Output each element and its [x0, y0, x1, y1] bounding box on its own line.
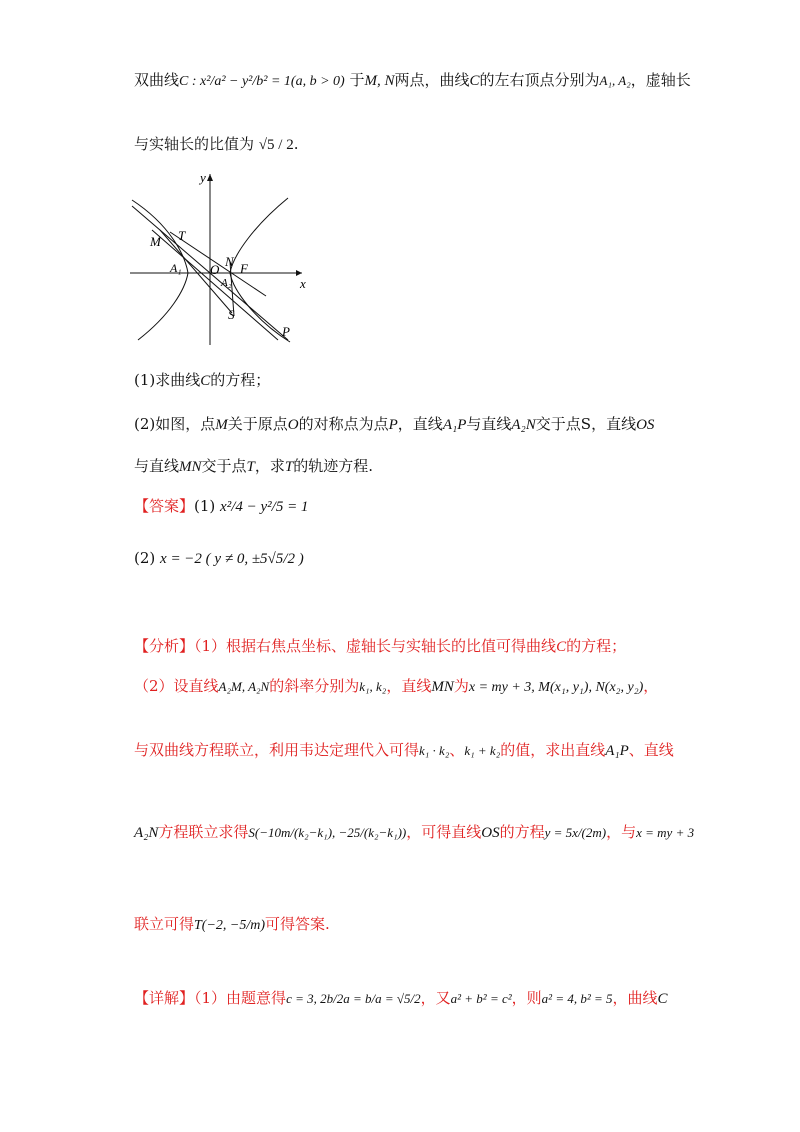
problem-line-2	[134, 134, 298, 155]
analysis-p2-d: 为	[453, 677, 469, 695]
analysis-p2-eq: x = my + 3, M(x₁, y₁), N(x₂, y₂)	[468, 680, 644, 695]
analysis-line-3	[134, 740, 674, 761]
analysis-p3-b: 的值，求出直线	[500, 741, 606, 759]
q3-t2: T	[284, 459, 294, 475]
analysis-p5-t: T(−2, −5/m)	[194, 918, 266, 933]
detail-d1-d: ，曲线	[612, 989, 658, 1007]
problem-text-two: 两点，曲线	[394, 71, 470, 89]
detail-d1-a: （1）由题意得	[194, 989, 287, 1007]
question-2-line-2	[134, 456, 373, 477]
label-p: P	[282, 324, 290, 339]
analysis-p2-a: （2）设直线	[134, 677, 219, 695]
problem-line-1	[134, 70, 691, 92]
label-a2: A₂	[221, 277, 232, 289]
analysis-p2-lines: A₂M, A₂N	[218, 679, 270, 694]
q3-text-b: 交于点	[201, 457, 247, 475]
analysis-p5-a: 联立可得	[134, 915, 195, 933]
analysis-p1-c: C	[556, 639, 567, 655]
detail-d1-b: ，又	[420, 989, 451, 1007]
label-t: T	[178, 228, 186, 243]
analysis-label: 【分析】	[134, 637, 195, 655]
q1-end: 的方程；	[210, 371, 271, 389]
q2-text-d: ，直线	[397, 415, 443, 433]
q2-s: S	[580, 415, 592, 433]
q2-text-c: 的对称点为点	[298, 415, 389, 433]
q3-t: T	[246, 459, 255, 475]
detail-d1-eq3: a² = 4, b² = 5	[541, 991, 613, 1006]
q2-text-g: ，直线	[591, 415, 637, 433]
analysis-p4-a: 方程联立求得	[158, 823, 249, 841]
answer-2-prefix: (2)	[134, 549, 156, 567]
label-s: S	[228, 307, 235, 322]
q1-text: (1)求曲线	[134, 371, 201, 389]
analysis-p5-b: 可得答案.	[265, 915, 330, 933]
analysis-p2-c: ，直线	[386, 677, 432, 695]
q2-text-b: 关于原点	[227, 415, 288, 433]
detail-d1-eq2: a² + b² = c²	[450, 991, 512, 1006]
detail-d1-c-curve: C	[657, 991, 668, 1007]
analysis-p1-end: 的方程；	[566, 637, 627, 655]
analysis-p4-s: S(−10m/(k₂−k₁), −25/(k₂−k₁))	[248, 825, 407, 840]
label-m: M	[150, 234, 161, 249]
label-n: N	[225, 254, 234, 269]
detail-d1-c: ，则	[511, 989, 542, 1007]
analysis-p4-a2n: A₂N	[134, 825, 159, 841]
label-y: y	[200, 170, 206, 185]
problem-ratio-text: 与实轴长的比值为	[134, 135, 255, 153]
answer-1-equation: x²/4 − y²/5 = 1	[220, 499, 309, 515]
q2-text-f: 交于点	[535, 415, 581, 433]
analysis-line-1	[134, 636, 626, 657]
analysis-line-5	[134, 914, 330, 936]
detail-label: 【详解】	[134, 989, 195, 1007]
vertices-a1a2: A₁, A₂	[599, 73, 631, 88]
analysis-p3-a: 与双曲线方程联立，利用韦达定理代入可得	[134, 741, 420, 759]
analysis-p4-d: ，与	[606, 823, 637, 841]
q3-mn: MN	[179, 459, 202, 475]
analysis-p3-c: 、直线	[628, 741, 674, 759]
analysis-p4-eq: y = 5x/(2m)	[544, 825, 607, 840]
analysis-p3-sep: 、	[449, 741, 465, 759]
analysis-p4-b: ，可得直线	[406, 823, 482, 841]
analysis-p1: （1）根据右焦点坐标、虚轴长与实轴长的比值可得曲线	[194, 637, 557, 655]
points-mn: M, N	[364, 73, 395, 89]
answer-label: 【答案】	[134, 497, 195, 515]
q2-a2n: A₂N	[511, 417, 536, 433]
ratio-value: √5 / 2	[258, 137, 294, 153]
problem-text-yu: 于	[349, 71, 365, 89]
right-branch	[230, 198, 290, 342]
q2-a1p: A₁P	[442, 417, 467, 433]
label-o: O	[210, 262, 220, 277]
answer-1-prefix: (1)	[194, 497, 216, 515]
detail-d1-eq: c = 3, 2b/2a = b/a = √5/2	[286, 991, 421, 1006]
q2-text-e: 与直线	[466, 415, 512, 433]
hyperbola-figure	[130, 170, 310, 345]
answer-line-2	[134, 548, 304, 569]
problem-end: .	[293, 135, 299, 153]
analysis-p2-b: 的斜率分别为	[269, 677, 360, 695]
y-axis-arrow	[207, 174, 213, 181]
analysis-line-4	[134, 822, 694, 843]
answer-line-1	[134, 496, 308, 517]
label-f: F	[240, 261, 248, 276]
curve-c: C	[469, 73, 480, 89]
question-1	[134, 370, 270, 391]
analysis-p4-os: OS	[481, 825, 500, 841]
analysis-line-2	[134, 676, 658, 698]
hyperbola-equation: C : x²/a² − y²/b² = 1(a, b > 0)	[179, 74, 345, 89]
problem-text-suffix: ，虚轴长	[630, 71, 691, 89]
q2-p: P	[388, 417, 398, 433]
problem-prefix: 双曲线	[134, 71, 180, 89]
analysis-p2-mn: MN	[431, 679, 454, 695]
q2-o: O	[287, 417, 299, 433]
q2-text-a: (2)如图，点	[134, 415, 216, 433]
question-2-line-1	[134, 414, 654, 435]
analysis-p4-eq2: x = my + 3	[636, 825, 695, 840]
line-mp	[152, 230, 278, 340]
q3-text-d: 的轨迹方程.	[293, 457, 374, 475]
q2-os: OS	[636, 417, 655, 433]
q3-text-a: 与直线	[134, 457, 180, 475]
analysis-p2-end: ，	[643, 677, 659, 695]
q1-curve: C	[200, 373, 211, 389]
label-x: x	[300, 276, 306, 291]
answer-2-equation: x = −2 ( y ≠ 0, ±5√5/2 )	[160, 551, 304, 567]
analysis-p3-a1p: A₁P	[605, 743, 629, 759]
analysis-p2-k: k₁, k₂	[359, 679, 387, 694]
detail-line-1	[134, 988, 668, 1009]
analysis-p3-k2: k₁ + k₂	[464, 743, 501, 758]
label-a1: A₁	[170, 261, 182, 275]
q3-text-c: ，求	[254, 457, 285, 475]
analysis-p3-k1: k₁ · k₂	[419, 743, 450, 758]
analysis-p4-c: 的方程	[499, 823, 545, 841]
q2-m: M	[215, 417, 228, 433]
problem-text-vertices: 的左右顶点分别为	[479, 71, 600, 89]
